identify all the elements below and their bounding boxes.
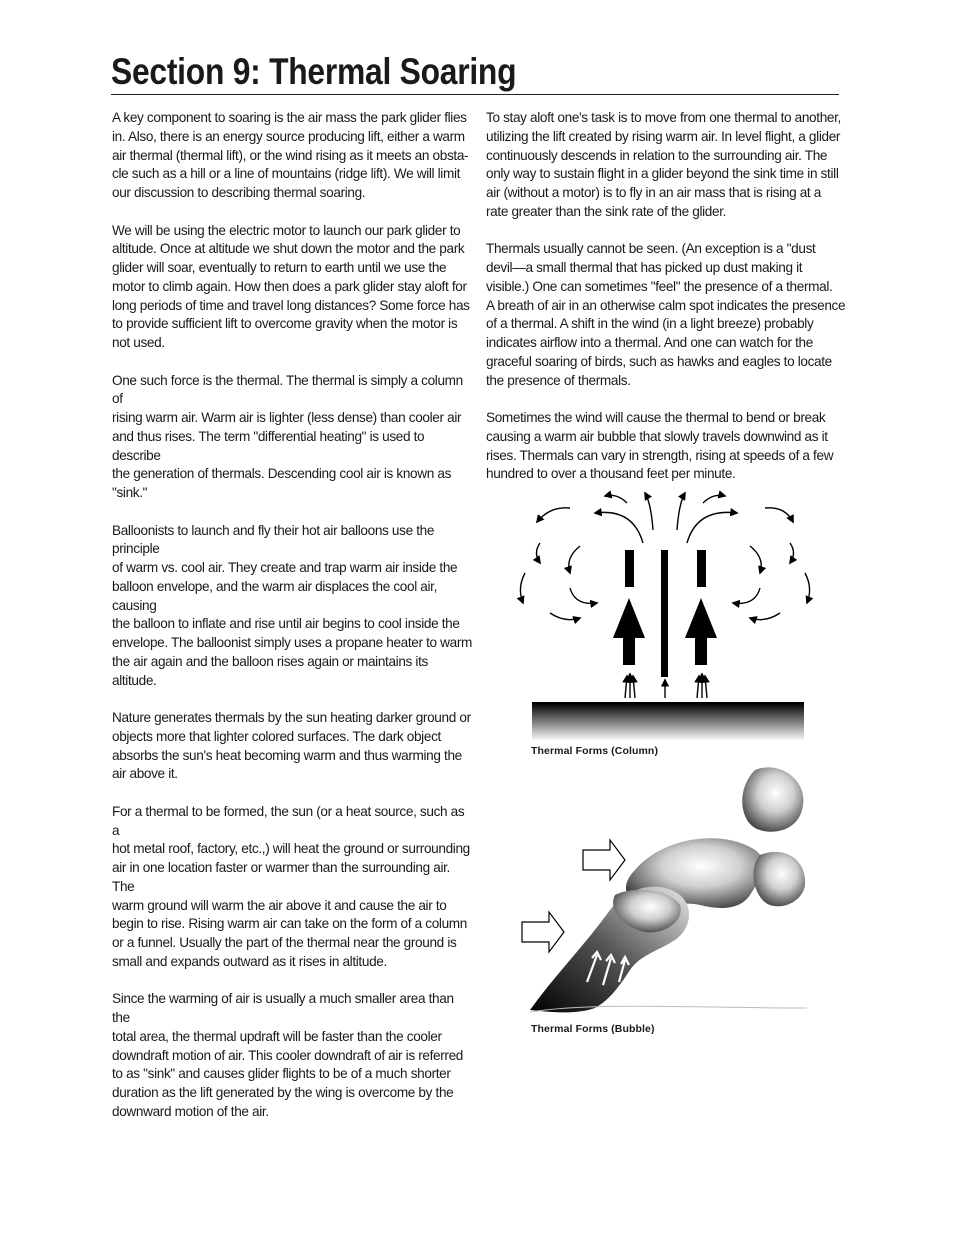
paragraph: Nature generates thermals by the sun heating darker ground or objects more that lighter colored surfaces. The dark object absorbs the sun's heat becoming warm and thus warming the air above it. (112, 710, 471, 782)
paragraph: Thermals usually cannot be seen. (An exception is a "dust devil—a small thermal that has picked up dust making it visible.) One can sometimes "feel" the presence of a thermal. A breath of air in an otherwise calm spot indicates the presence of a thermal. A shift in the wind (in a light breeze) probably indicates airflow into a thermal. And one can watch for the graceful soaring of birds, such as hawks and eagles to locate the presence of thermals. (486, 241, 846, 388)
right-column (486, 109, 846, 503)
paragraph: Sometimes the wind will cause the thermal to bend or break causing a warm air bubble that slowly travels downwind as it rises. Thermals can vary in strength, rising at speeds of a few hundred to over a thousand feet per minute. (486, 410, 834, 482)
figure-caption: Thermal Forms (Bubble) (531, 1023, 655, 1035)
title-divider (111, 94, 839, 95)
paragraph: Since the warming of air is usually a much smaller area than the total area, the thermal updraft will be faster than the cooler downdraft motion of air. This cooler downdraft of air is referred to as "sink" and causes glider flights to be of a much shorter duration as the lift generated by the wing is overcome by the downward motion of the air. (112, 991, 464, 1119)
paragraph: For a thermal to be formed, the sun (or a heat source, such as a hot metal roof, factory, etc.,) will heat the ground or surrounding air in one location faster or warmer than the surrounding air. The warm ground will warm the air above it and cause the air to begin to rise. Rising warm air can take on the form of a column or a funnel. Usually the part of the thermal near the ground is small and expands outward as it rises in altitude. (112, 803, 470, 969)
paragraph: One such force is the thermal. The thermal is simply a column of rising warm air. Warm air is lighter (less dense) than cooler air and thus rises. The term "differential heating" is used to describe the generation of thermals. Descending cool air is known as "sink." (112, 372, 463, 500)
paragraph: We will be using the electric motor to launch our park glider to altitude. Once at altitude we shut down the motor and the park glider will soar, eventually to return to earth until we use the motor to climb again. How then does a park glider stay aloft for long periods of time and travel long distances? Some force has to provide sufficient lift to overcome gravity when the motor is not used. (112, 222, 470, 350)
thermal-column-diagram-icon (515, 488, 815, 743)
paragraph: Balloonists to launch and fly their hot air balloons use the principle of warm vs. cool air. They create and trap warm air inside the balloon envelope, and the warm air displaces the cool air, causing the balloon to inflate and rise until air begins to cool inside the envelope. The balloonist simply uses a propane heater to warm the air again and the balloon rises again or maintains its altitude. (112, 522, 472, 688)
left-column (112, 109, 472, 1140)
paragraph: A key component to soaring is the air mass the park glider flies in. Also, there is an energy source producing lift, either a warm air thermal (thermal lift), or the wind rising as it meets an obsta- cle such as a hill or a line of mountains (ridge lift). We will limit our discussion to describing thermal soaring. (112, 110, 469, 200)
figure-caption: Thermal Forms (Column) (531, 745, 659, 757)
thermal-bubble-diagram-icon (515, 760, 815, 1020)
page-title: Section 9: Thermal Soaring (111, 51, 517, 92)
paragraph: To stay aloft one's task is to move from one thermal to another, utilizing the lift created by rising warm air. In level flight, a glider continuously descends in relation to the surrounding air. The only way to sustain flight in a glider beyond the sink time in still air (without a motor) is to fly in an air mass that is rising at a rate greater than the sink rate of the glider. (486, 110, 841, 219)
